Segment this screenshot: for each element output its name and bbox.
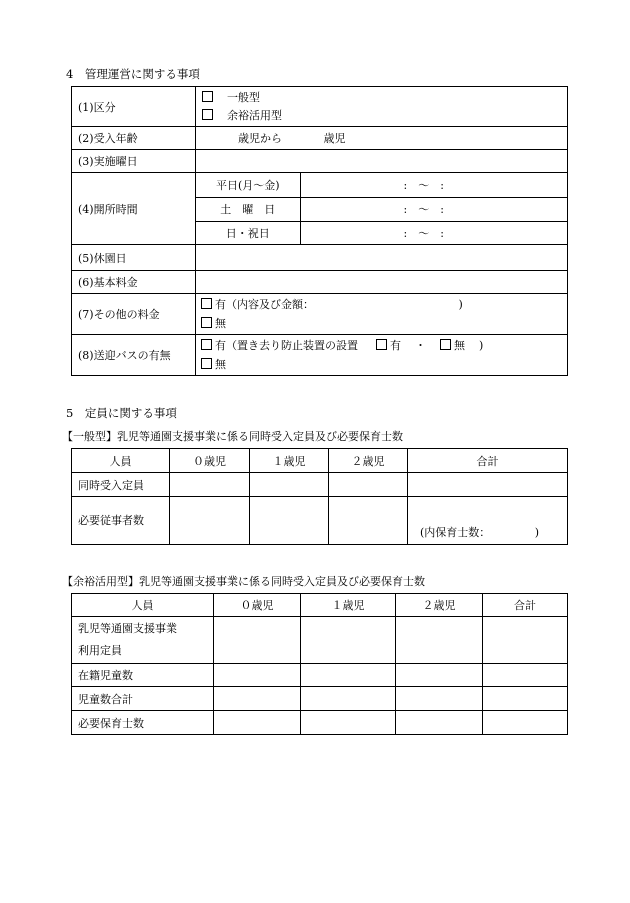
row-kubun	[72, 87, 568, 127]
t2-cell[interactable]	[396, 617, 483, 664]
checkbox-other-fee-no[interactable]	[201, 317, 212, 328]
age-to: 歳児	[323, 132, 346, 145]
t2-cell[interactable]	[214, 711, 301, 735]
days-label: (3)実施曜日	[72, 150, 196, 173]
holiday-label: 日・祝日	[196, 221, 300, 244]
surplus-capacity-table	[71, 593, 568, 735]
weekday-time[interactable]: : ～ :	[300, 173, 567, 197]
t2-cell[interactable]	[214, 687, 301, 711]
t2-cell[interactable]	[301, 711, 396, 735]
t2-row-enrolled: 在籍児童数	[72, 664, 214, 687]
t2-header-staff: 人員	[72, 594, 214, 617]
t1-note: (内保育士数：	[420, 526, 485, 539]
opt-surplus: 余裕活用型	[227, 108, 282, 122]
t1-note-close: )	[534, 526, 540, 539]
t2-header-total: 合計	[483, 594, 568, 617]
bus-label: (8)送迎バスの有無	[72, 335, 196, 376]
age-label: (2)受入年齢	[72, 127, 196, 150]
closed-value[interactable]	[196, 245, 568, 271]
closed-label: (5)休園日	[72, 245, 196, 271]
t2-row-total: 児童数合計	[72, 687, 214, 711]
t1-cell[interactable]	[250, 473, 329, 497]
t1-cell[interactable]	[329, 497, 408, 545]
t2-row-nurses: 必要保育士数	[72, 711, 214, 735]
t2-header-age0: ０歳児	[214, 594, 301, 617]
t2-cell[interactable]	[214, 617, 301, 664]
saturday-time[interactable]: : ～ :	[300, 197, 567, 221]
days-value[interactable]	[196, 150, 568, 173]
bus-close: )	[479, 339, 484, 352]
checkbox-surplus[interactable]	[202, 109, 213, 120]
other-fee-yes: 有（内容及び金額：	[215, 298, 309, 311]
t1-cell[interactable]	[329, 473, 408, 497]
opt-general: 一般型	[227, 90, 260, 104]
checkbox-device-yes[interactable]	[376, 339, 387, 350]
device-no: 無	[454, 339, 465, 352]
t2-cell[interactable]	[301, 687, 396, 711]
t1-row-staff: 必要従事者数	[72, 497, 170, 545]
t2-cell[interactable]	[396, 711, 483, 735]
t1-header-age2: ２歳児	[329, 449, 408, 473]
table2-caption: 【余裕活用型】乳児等通園支援事業に係る同時受入定員及び必要保育士数	[62, 575, 425, 588]
t2-header-age1: １歳児	[301, 594, 396, 617]
hours-label: (4)開所時間	[72, 173, 196, 245]
row-closed	[72, 245, 568, 271]
t2-cell[interactable]	[483, 687, 568, 711]
saturday-label: 土 曜 日	[196, 197, 300, 221]
checkbox-device-no[interactable]	[440, 339, 451, 350]
weekday-label: 平日(月～金)	[196, 173, 300, 197]
t1-cell[interactable]	[250, 497, 329, 545]
other-fee-no: 無	[215, 317, 226, 330]
checkbox-bus-yes[interactable]	[201, 339, 212, 350]
bus-yes: 有（置き去り防止装置の設置	[215, 339, 358, 352]
row-bus	[72, 335, 568, 376]
t1-row-capacity: 同時受入定員	[72, 473, 170, 497]
t2-row-usage-b: 利用定員	[78, 644, 122, 657]
row-fee	[72, 271, 568, 294]
row-other-fee	[72, 294, 568, 335]
other-fee-label: (7)その他の料金	[72, 294, 196, 335]
t2-cell[interactable]	[483, 711, 568, 735]
section5-title: 5 定員に関する事項	[66, 406, 177, 420]
row-age	[72, 127, 568, 150]
t2-cell[interactable]	[483, 664, 568, 687]
age-from: 歳児から	[238, 132, 282, 145]
device-yes: 有	[390, 339, 401, 352]
section4-title: 4 管理運営に関する事項	[66, 67, 200, 81]
t2-cell[interactable]	[301, 617, 396, 664]
row-days	[72, 150, 568, 173]
t2-row-usage-a: 乳児等通園支援事業	[78, 622, 177, 635]
t2-cell[interactable]	[301, 664, 396, 687]
kubun-label: (1)区分	[72, 87, 196, 127]
t2-cell[interactable]	[483, 617, 568, 664]
management-table	[71, 86, 568, 376]
other-fee-close: )	[458, 298, 463, 311]
row-hours	[72, 173, 568, 245]
fee-label: (6)基本料金	[72, 271, 196, 294]
fee-value[interactable]	[196, 271, 568, 294]
checkbox-bus-no[interactable]	[201, 358, 212, 369]
checkbox-other-fee-yes[interactable]	[201, 298, 212, 309]
t1-header-age0: ０歳児	[170, 449, 250, 473]
table1-caption: 【一般型】乳児等通園支援事業に係る同時受入定員及び必要保育士数	[62, 430, 403, 443]
checkbox-general[interactable]	[202, 91, 213, 102]
separator-dot: ・	[415, 339, 426, 352]
t2-header-age2: ２歳児	[396, 594, 483, 617]
t1-cell[interactable]	[170, 497, 250, 545]
t1-header-total: 合計	[408, 449, 568, 473]
t2-cell[interactable]	[396, 687, 483, 711]
t2-cell[interactable]	[396, 664, 483, 687]
t1-cell[interactable]	[170, 473, 250, 497]
bus-no: 無	[215, 358, 226, 371]
holiday-time[interactable]: : ～ :	[403, 226, 444, 240]
t1-header-staff: 人員	[72, 449, 170, 473]
t1-header-age1: １歳児	[250, 449, 329, 473]
t2-cell[interactable]	[214, 664, 301, 687]
t1-cell[interactable]	[408, 473, 568, 497]
general-capacity-table	[71, 448, 568, 545]
